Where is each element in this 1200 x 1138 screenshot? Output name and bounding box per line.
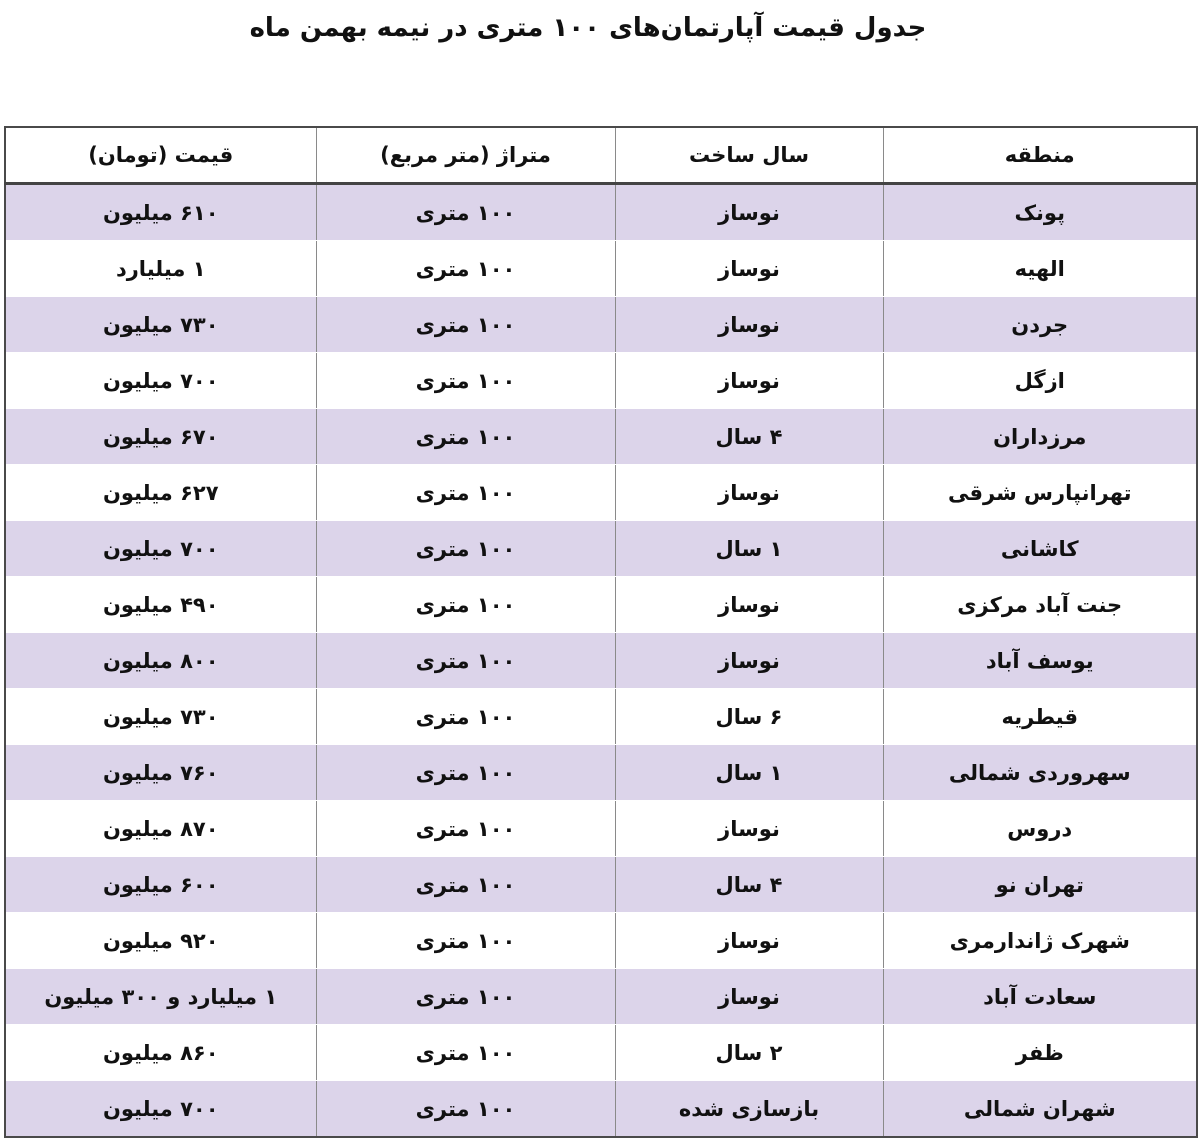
table-row <box>5 689 1197 745</box>
cell-size: ۱۰۰ متری <box>316 521 615 577</box>
page-title: جدول قیمت آپارتمان‌های ۱۰۰ متری در نیمه بهمن ماه <box>249 13 927 43</box>
table-row <box>5 1025 1197 1081</box>
table-row <box>5 297 1197 353</box>
cell-year: نوساز <box>615 353 883 409</box>
cell-price: ۴۹۰ میلیون <box>5 577 316 633</box>
table-row <box>5 745 1197 801</box>
cell-year: نوساز <box>615 465 883 521</box>
table-body <box>5 184 1197 1138</box>
cell-price: ۷۰۰ میلیون <box>5 1081 316 1138</box>
cell-size: ۱۰۰ متری <box>316 689 615 745</box>
cell-price: ۷۰۰ میلیون <box>5 521 316 577</box>
cell-size: ۱۰۰ متری <box>316 184 615 241</box>
table-row <box>5 633 1197 689</box>
table-header <box>5 127 1197 184</box>
header-area: منطقه <box>883 127 1197 184</box>
cell-price: ۱ میلیارد <box>5 241 316 297</box>
cell-size: ۱۰۰ متری <box>316 857 615 913</box>
cell-year: ۶ سال <box>615 689 883 745</box>
cell-year: نوساز <box>615 913 883 969</box>
cell-area: سهروردی شمالی <box>883 745 1197 801</box>
cell-area: ازگل <box>883 353 1197 409</box>
cell-price: ۷۰۰ میلیون <box>5 353 316 409</box>
cell-year: ۱ سال <box>615 745 883 801</box>
cell-year: نوساز <box>615 969 883 1025</box>
cell-price: ۶۲۷ میلیون <box>5 465 316 521</box>
cell-year: نوساز <box>615 633 883 689</box>
cell-price: ۸۶۰ میلیون <box>5 1025 316 1081</box>
header-price: قیمت (تومان) <box>5 127 316 184</box>
cell-size: ۱۰۰ متری <box>316 801 615 857</box>
table-row <box>5 409 1197 465</box>
cell-size: ۱۰۰ متری <box>316 1025 615 1081</box>
cell-area: جردن <box>883 297 1197 353</box>
cell-year: نوساز <box>615 577 883 633</box>
cell-area: دروس <box>883 801 1197 857</box>
table-row <box>5 913 1197 969</box>
table-row <box>5 801 1197 857</box>
cell-size: ۱۰۰ متری <box>316 1081 615 1138</box>
cell-area: جنت آباد مرکزی <box>883 577 1197 633</box>
cell-size: ۱۰۰ متری <box>316 577 615 633</box>
price-table-container <box>4 126 1196 1138</box>
cell-year: ۴ سال <box>615 409 883 465</box>
cell-area: کاشانی <box>883 521 1197 577</box>
cell-area: الهیه <box>883 241 1197 297</box>
cell-area: پونک <box>883 184 1197 241</box>
cell-size: ۱۰۰ متری <box>316 353 615 409</box>
cell-price: ۸۰۰ میلیون <box>5 633 316 689</box>
cell-size: ۱۰۰ متری <box>316 745 615 801</box>
cell-price: ۷۳۰ میلیون <box>5 297 316 353</box>
cell-price: ۹۲۰ میلیون <box>5 913 316 969</box>
cell-size: ۱۰۰ متری <box>316 969 615 1025</box>
cell-area: شهران شمالی <box>883 1081 1197 1138</box>
cell-area: سعادت آباد <box>883 969 1197 1025</box>
cell-size: ۱۰۰ متری <box>316 913 615 969</box>
cell-size: ۱۰۰ متری <box>316 465 615 521</box>
cell-year: بازسازی شده <box>615 1081 883 1138</box>
cell-year: ۲ سال <box>615 1025 883 1081</box>
table-row <box>5 353 1197 409</box>
cell-year: نوساز <box>615 241 883 297</box>
cell-size: ۱۰۰ متری <box>316 409 615 465</box>
header-row <box>5 127 1197 184</box>
cell-area: ظفر <box>883 1025 1197 1081</box>
cell-price: ۸۷۰ میلیون <box>5 801 316 857</box>
cell-price: ۱ میلیارد و ۳۰۰ میلیون <box>5 969 316 1025</box>
cell-year: نوساز <box>615 801 883 857</box>
header-size: متراژ (متر مربع) <box>316 127 615 184</box>
cell-price: ۶۰۰ میلیون <box>5 857 316 913</box>
cell-price: ۷۶۰ میلیون <box>5 745 316 801</box>
cell-price: ۶۷۰ میلیون <box>5 409 316 465</box>
cell-price: ۶۱۰ میلیون <box>5 184 316 241</box>
cell-year: ۱ سال <box>615 521 883 577</box>
cell-area: تهران نو <box>883 857 1197 913</box>
table-row <box>5 1081 1197 1138</box>
header-year: سال ساخت <box>615 127 883 184</box>
table-row <box>5 577 1197 633</box>
cell-area: مرزداران <box>883 409 1197 465</box>
table-row <box>5 241 1197 297</box>
cell-year: ۴ سال <box>615 857 883 913</box>
cell-size: ۱۰۰ متری <box>316 241 615 297</box>
cell-size: ۱۰۰ متری <box>316 297 615 353</box>
table-row <box>5 184 1197 241</box>
table-row <box>5 521 1197 577</box>
cell-year: نوساز <box>615 184 883 241</box>
cell-area: شهرک ژاندارمری <box>883 913 1197 969</box>
table-row <box>5 465 1197 521</box>
price-table <box>4 126 1198 1138</box>
table-row <box>5 857 1197 913</box>
cell-year: نوساز <box>615 297 883 353</box>
table-row <box>5 969 1197 1025</box>
cell-size: ۱۰۰ متری <box>316 633 615 689</box>
cell-area: تهرانپارس شرقی <box>883 465 1197 521</box>
cell-area: قیطریه <box>883 689 1197 745</box>
cell-price: ۷۳۰ میلیون <box>5 689 316 745</box>
cell-area: یوسف آباد <box>883 633 1197 689</box>
